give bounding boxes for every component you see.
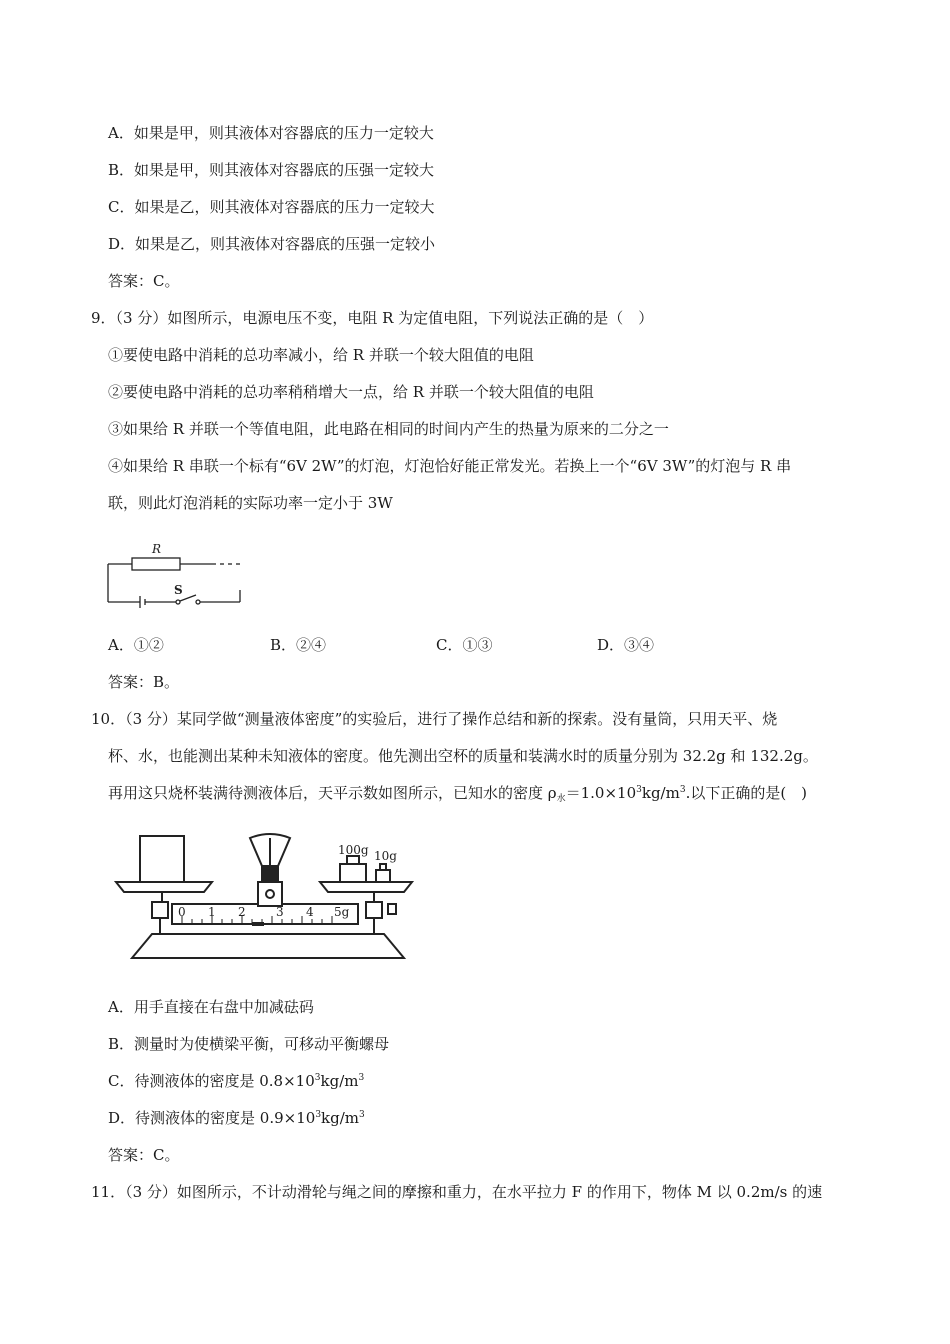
q8-answer: 答案：C。: [108, 272, 180, 290]
q10-balance-figure: [112, 830, 422, 970]
q10-option-a: A．用手直接在右盘中加减砝码: [108, 998, 314, 1016]
q9-statement-1: ①要使电路中消耗的总功率减小，给 R 并联一个较大阻值的电阻: [108, 346, 534, 364]
resistor-label: R: [152, 542, 162, 556]
scale-tick-0: 0: [178, 905, 186, 919]
q8-option-d: D．如果是乙，则其液体对容器底的压强一定较小: [108, 235, 436, 253]
q8-option-c: C．如果是乙，则其液体对容器底的压力一定较大: [108, 198, 435, 216]
scale-tick-4: 4: [306, 905, 314, 919]
q10-stem-line3: 再用这只烧杯装满待测液体后，天平示数如图所示，已知水的密度 $\rho_水=1.0\times 10^3kg/m^3$.以下正确的是( ): [108, 784, 808, 804]
q10-answer: 答案：C。: [108, 1146, 180, 1164]
scale-tick-2: 2: [238, 905, 246, 919]
q9-choice-d: D．③④: [597, 636, 655, 654]
q9-choice-b: B．②④: [270, 636, 327, 654]
q10-option-d: D．待测液体的密度是 $0.9\times 10^3kg/m^3$: [108, 1109, 365, 1127]
q10-stem-line2: 杯、水，也能测出某种未知液体的密度。他先测出空杯的质量和装满水时的质量分别为 32.2g 和 132.2g。: [108, 747, 818, 765]
scale-tick-1: 1: [208, 905, 216, 919]
q9-circuit-diagram: [104, 540, 244, 608]
scale-tick-3: 3: [276, 905, 284, 919]
scale-tick-5: 5g: [334, 905, 350, 919]
weight-100g-label: 100g: [338, 843, 369, 857]
q9-stem: 9．（3 分）如图所示，电源电压不变，电阻 R 为定值电阻，下列说法正确的是（ ）: [91, 309, 654, 327]
q10-option-c: C．待测液体的密度是 $0.8\times 10^3kg/m^3$: [108, 1072, 365, 1090]
q9-choice-a: A．①②: [108, 636, 164, 654]
q8-option-b: B．如果是甲，则其液体对容器底的压强一定较大: [108, 161, 435, 179]
q9-choice-c: C．①③: [436, 636, 493, 654]
switch-label: S: [174, 583, 183, 597]
q9-statement-4: ④如果给 R 串联一个标有“6V 2W”的灯泡，灯泡恰好能正常发光。若换上一个“6V 3W”的灯泡与 R 串: [108, 457, 792, 475]
q10-stem-line1: 10．（3 分）某同学做“测量液体密度”的实验后，进行了操作总结和新的探索。没有量筒，只用天平、烧: [91, 710, 778, 728]
q8-option-a: A．如果是甲，则其液体对容器底的压力一定较大: [108, 124, 434, 142]
q11-stem: 11．（3 分）如图所示，不计动滑轮与绳之间的摩擦和重力，在水平拉力 F 的作用下，物体 M 以 0.2m/s 的速: [91, 1183, 823, 1201]
q9-statement-3: ③如果给 R 并联一个等值电阻，此电路在相同的时间内产生的热量为原来的二分之一: [108, 420, 669, 438]
weight-10g-label: 10g: [374, 849, 397, 863]
q9-statement-4-cont: 联，则此灯泡消耗的实际功率一定小于 3W: [108, 494, 393, 512]
q10-option-b: B．测量时为使横梁平衡，可移动平衡螺母: [108, 1035, 390, 1053]
q9-statement-2: ②要使电路中消耗的总功率稍稍增大一点，给 R 并联一个较大阻值的电阻: [108, 383, 594, 401]
q9-answer: 答案：B。: [108, 673, 180, 691]
